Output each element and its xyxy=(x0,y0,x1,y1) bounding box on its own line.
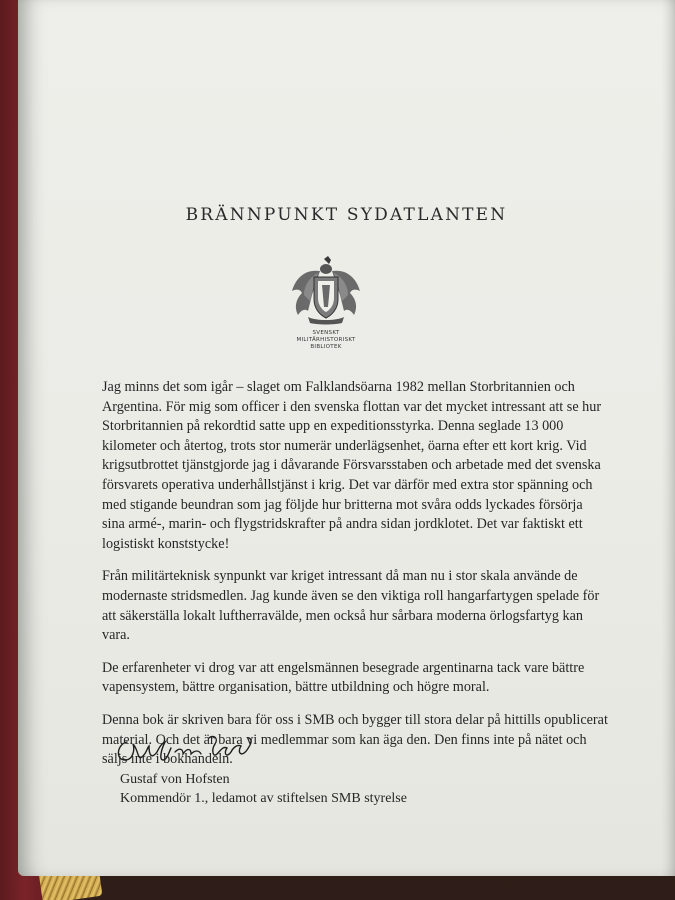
foreword-body xyxy=(102,378,608,783)
handwritten-signature xyxy=(113,730,263,766)
book-page xyxy=(18,0,675,876)
signer-block xyxy=(120,770,407,808)
signer-role: Kommendör 1., ledamot av stiftelsen SMB styrelse xyxy=(120,791,407,806)
paragraph: Jag minns det som igår – slaget om Falklandsöarna 1982 mellan Storbritannien och Argentina. För mig som officer i den svenska flottan var det mycket intressant att se hur Storbritannien på rekordtid satte upp en expeditionsstyrka. Denna seglade 13 000 kilometer och återtog, trots stor numerär underlägsenhet, öarna efter ett kort krig. Vid krigsutbrottet tjänstgjorde jag i dåvarande Försvarsstaben och arbetade med det svenska försvarets operativa underhållstjänst i krig. Det var därför med extra stor spänning och med stigande beundran som jag följde hur britterna mot svåra odds lyckades försörja sina armé-, marin- och flygstridskrafter på andra sidan jordklotet. Det var faktiskt ett logistiskt konststycke! xyxy=(102,379,602,552)
paragraph: De erfarenheter vi drog var att engelsmännen besegrade argentinarna tack vare bättre vapensystem, bättre organisation, bättre utbildning och högre moral. xyxy=(102,659,585,696)
page-edge-shadow xyxy=(661,0,675,876)
paragraph: Denna bok är skriven bara för oss i SMB och bygger till stora delar på hittills opublicerat material. Och det är bara vi medlemmar som kan äga den. Den finns inte på nätet och säljs inte i bokhandeln. xyxy=(102,711,608,768)
signer-name: Gustaf von Hofsten xyxy=(120,772,230,787)
emblem-caption-line: BIBLIOTEK xyxy=(310,344,342,350)
emblem-caption-line: MILITÄRHISTORISKT xyxy=(296,337,356,343)
page-title: BRÄNNPUNKT SYDATLANTEN xyxy=(185,205,508,225)
emblem-caption-line: SVENSKT xyxy=(312,330,340,336)
emblem-caption xyxy=(264,330,388,351)
paragraph: Från militärteknisk synpunkt var kriget intressant då man nu i stor skala använde de modernaste stridsmedlen. Jag kunde även se den viktiga roll hangarfartygen spelade för att säkerställa lokalt luftherravälde, men också hur sårbara moderna örlogsfartyg kan vara. xyxy=(102,568,600,644)
